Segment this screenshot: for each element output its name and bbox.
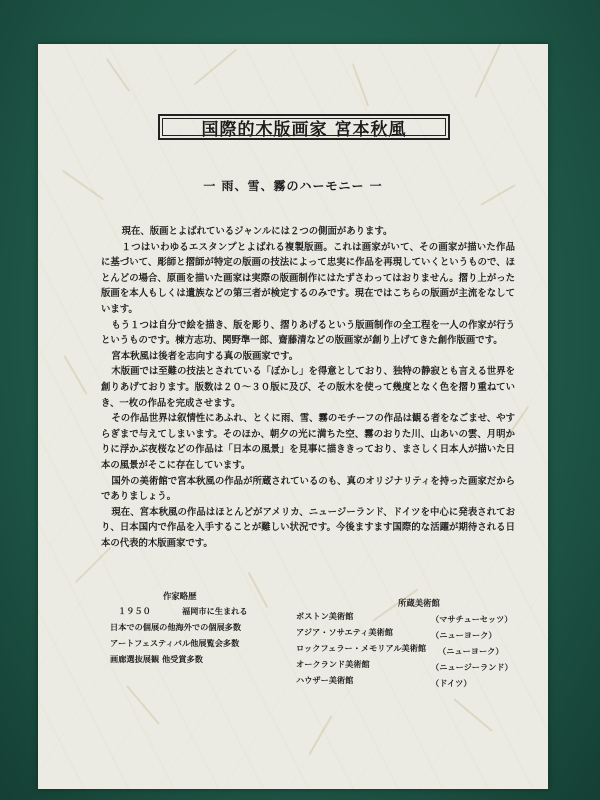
paper-fiber [248, 572, 269, 608]
paper-fiber [75, 547, 112, 584]
museum-location: （ニュージーランド） [431, 662, 513, 672]
paragraph: 国外の美術館で宮本秋風の作品が所蔵されているのも、真のオリジナリティを持った画家だからでありましょう。 [101, 475, 515, 503]
body-text [101, 224, 515, 551]
washi-paper-sheet [38, 44, 548, 789]
career-item: アートフェスティバル他展覧会多数 [110, 638, 240, 648]
museums-heading: 所蔵美術館 [398, 598, 440, 608]
museum-location: （マサチューセッツ） [431, 614, 513, 624]
museum-location: （ニューヨーク） [431, 630, 497, 640]
paragraph: もう１つは自分で絵を描き、版を彫り、摺りあげるという版画制作の全工程を一人の作家が行うというものです。棟方志功、関野準一郎、齋藤清などの版画家が創り上げてきた創作版画です。 [101, 319, 515, 347]
museum-name: ボストン美術館 [296, 611, 354, 621]
career-item: 福岡市に生まれる [182, 606, 248, 616]
paragraph: 現在、宮本秋風の作品はほとんどがアメリカ、ニュージーランド、ドイツを中心に発表されており、日本国内で作品を入手することが難しい状況です。今後ますます国際的な活躍が期待される日本の代表的木版画家です。 [101, 506, 515, 549]
title-box [158, 114, 450, 140]
paper-fiber [352, 64, 369, 107]
paragraph: １つはいわゆるエスタンプとよばれる複製版画。これは画家がいて、その画家が描いた作品に基づいて、彫師と摺師が特定の版画の技法によって忠実に作品を再現していくというもので、ほとんどの場合、原画を描いた画家は実際の版画制作にはたずさわってはおりません。摺り上がった版画を本人もしくは遺族などの第三者が検定するのみです。現在ではこちらの版画が主流をなしています。 [101, 241, 515, 315]
paper-fiber [474, 44, 501, 98]
career-heading: 作家略歴 [163, 591, 197, 601]
paper-fiber [194, 49, 237, 86]
museum-name: アジア・ソサエティ美術館 [296, 627, 393, 637]
paper-fiber [63, 355, 87, 395]
page-title: 国際的木版画家 宮本秋風 [201, 119, 407, 140]
paper-fiber [308, 715, 332, 755]
paper-fiber [106, 58, 131, 92]
career-item: 画廊選抜展観 他受賞多数 [110, 654, 203, 664]
paragraph: その作品世界は叙情性にあふれ、とくに雨、雪、霧のモチーフの作品は観る者をなごませ、やすらぎまで与えてしまいます。そのほか、朝夕の光に満ちた空、霧のおりた川、山あいの雲、月明かりに浮かぶ夜桜などの作品は「日本の風景」を見事に描ききっており、まさしく日本人が描いた日本の風景がそこに存在しています。 [101, 413, 515, 471]
paper-fiber [126, 685, 160, 725]
museum-location: （ニューヨーク） [438, 646, 504, 656]
museum-name: ハウザー美術館 [296, 675, 354, 685]
page-subtitle: 一 雨、雪、霧のハーモニー 一 [203, 179, 383, 193]
paragraph: 宮本秋風は後者を志向する真の版画家です。 [111, 350, 299, 362]
paragraph: 現在、版画とよばれているジャンルには２つの側面があります。 [121, 226, 393, 237]
museum-name: オークランド美術館 [296, 659, 370, 669]
career-item: 日本での個展の他海外での個展多数 [110, 622, 242, 632]
paper-fiber [453, 698, 493, 732]
museum-location: （ドイツ） [431, 678, 472, 688]
museum-name: ロックフェラー・メモリアル美術館 [296, 643, 427, 653]
career-year: １９５０ [118, 606, 151, 616]
paragraph: 木版画では至難の技法とされている「ぼかし」を得意としており、独特の静寂とも言える世界を創りあげております。版数は２０～３０版に及び、その版木を使って幾度となく色を摺り重ねていき、一枚の作品を完成させます。 [101, 366, 515, 409]
